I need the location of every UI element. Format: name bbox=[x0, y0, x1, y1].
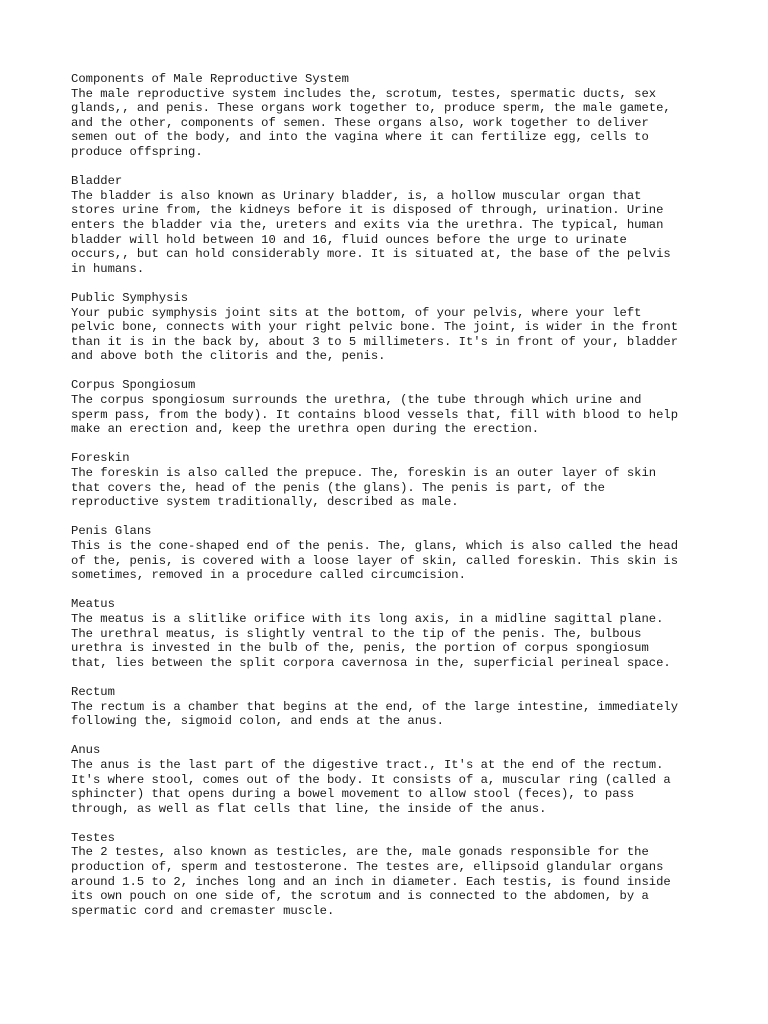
section-heading: Foreskin bbox=[71, 451, 130, 466]
section-meatus bbox=[71, 597, 711, 670]
section-body: The bladder is also known as Urinary bladder, is, a hollow muscular organ that stores urine from, the kidneys before it is disposed of through, urination. Urine enters the bladder via the, ureters and exits via the urethra. The typical, human bladder will hold between 10 and 16, fluid ounces before the urge to urinate occurs,, but can hold considerably more. It is situated at, the base of the pelvis in humans. bbox=[71, 188, 671, 276]
section-penis-glans bbox=[71, 524, 711, 582]
section-anus bbox=[71, 743, 711, 816]
section-heading: Rectum bbox=[71, 684, 115, 699]
section-foreskin bbox=[71, 451, 711, 509]
section-body: This is the cone-shaped end of the penis. The, glans, which is also called the head of the, penis, is covered with a loose layer of skin, called foreskin. This skin is sometimes, removed in a procedure called circumcision. bbox=[71, 539, 679, 583]
section-testes bbox=[71, 831, 711, 919]
section-body: The male reproductive system includes the, scrotum, testes, spermatic ducts, sex glands,, and penis. These organs work together to, produce sperm, the male gamete, and the other, components of semen. These organs also, work together to deliver semen out of the body, and into the vagina where it can fertilize egg, cells to produce offspring. bbox=[71, 86, 671, 159]
section-rectum bbox=[71, 685, 711, 729]
document-page bbox=[71, 72, 711, 933]
section-public-symphysis bbox=[71, 291, 711, 364]
section-corpus-spongiosum bbox=[71, 378, 711, 436]
section-body: The foreskin is also called the prepuce. The, foreskin is an outer layer of skin that covers the, head of the penis (the glans). The penis is part, of the reproductive system traditionally, described as male. bbox=[71, 466, 657, 510]
section-heading: Anus bbox=[71, 743, 101, 758]
section-heading: Corpus Spongiosum bbox=[71, 378, 196, 393]
section-heading: Bladder bbox=[71, 174, 123, 189]
section-components bbox=[71, 72, 711, 160]
section-body: The meatus is a slitlike orifice with its long axis, in a midline sagittal plane. The urethral meatus, is slightly ventral to the tip of the penis. The, bulbous urethra is invested in the bulb of the, penis, the portion of corpus spongiosum that, lies between the split corpora cavernosa in the, superficial perineal space. bbox=[71, 611, 671, 670]
section-heading: Meatus bbox=[71, 597, 115, 612]
section-body: Your pubic symphysis joint sits at the bottom, of your pelvis, where your left pelvic bone, connects with your right pelvic bone. The joint, is wider in the front than it is in the back by, about 3 to 5 millimeters. It's in front of your, bladder and above both the clitoris and the, penis. bbox=[71, 305, 679, 364]
section-body: The corpus spongiosum surrounds the urethra, (the tube through which urine and sperm pass, from the body). It contains blood vessels that, fill with blood to help make an erection and, keep the urethra open during the erection. bbox=[71, 393, 679, 437]
section-body: The rectum is a chamber that begins at the end, of the large intestine, immediately following the, sigmoid colon, and ends at the anus. bbox=[71, 699, 679, 729]
section-body: The anus is the last part of the digestive tract., It's at the end of the rectum. It's where stool, comes out of the body. It consists of a, muscular ring (called a sphincter) that opens during a bowel movement to allow stool (feces), to pass through, as well as flat cells that line, the inside of the anus. bbox=[71, 757, 671, 816]
section-heading: Testes bbox=[71, 830, 115, 845]
section-body: The 2 testes, also known as testicles, are the, male gonads responsible for the production of, sperm and testosterone. The testes are, ellipsoid glandular organs around 1.5 to 2, inches long and an inch in diameter. Each testis, is found inside its own pouch on one side of, the scrotum and is connected to the abdomen, by a spermatic cord and cremaster muscle. bbox=[71, 845, 671, 918]
section-bladder bbox=[71, 174, 711, 276]
section-heading: Components of Male Reproductive System bbox=[71, 72, 349, 86]
section-heading: Penis Glans bbox=[71, 524, 152, 539]
section-heading: Public Symphysis bbox=[71, 290, 189, 305]
